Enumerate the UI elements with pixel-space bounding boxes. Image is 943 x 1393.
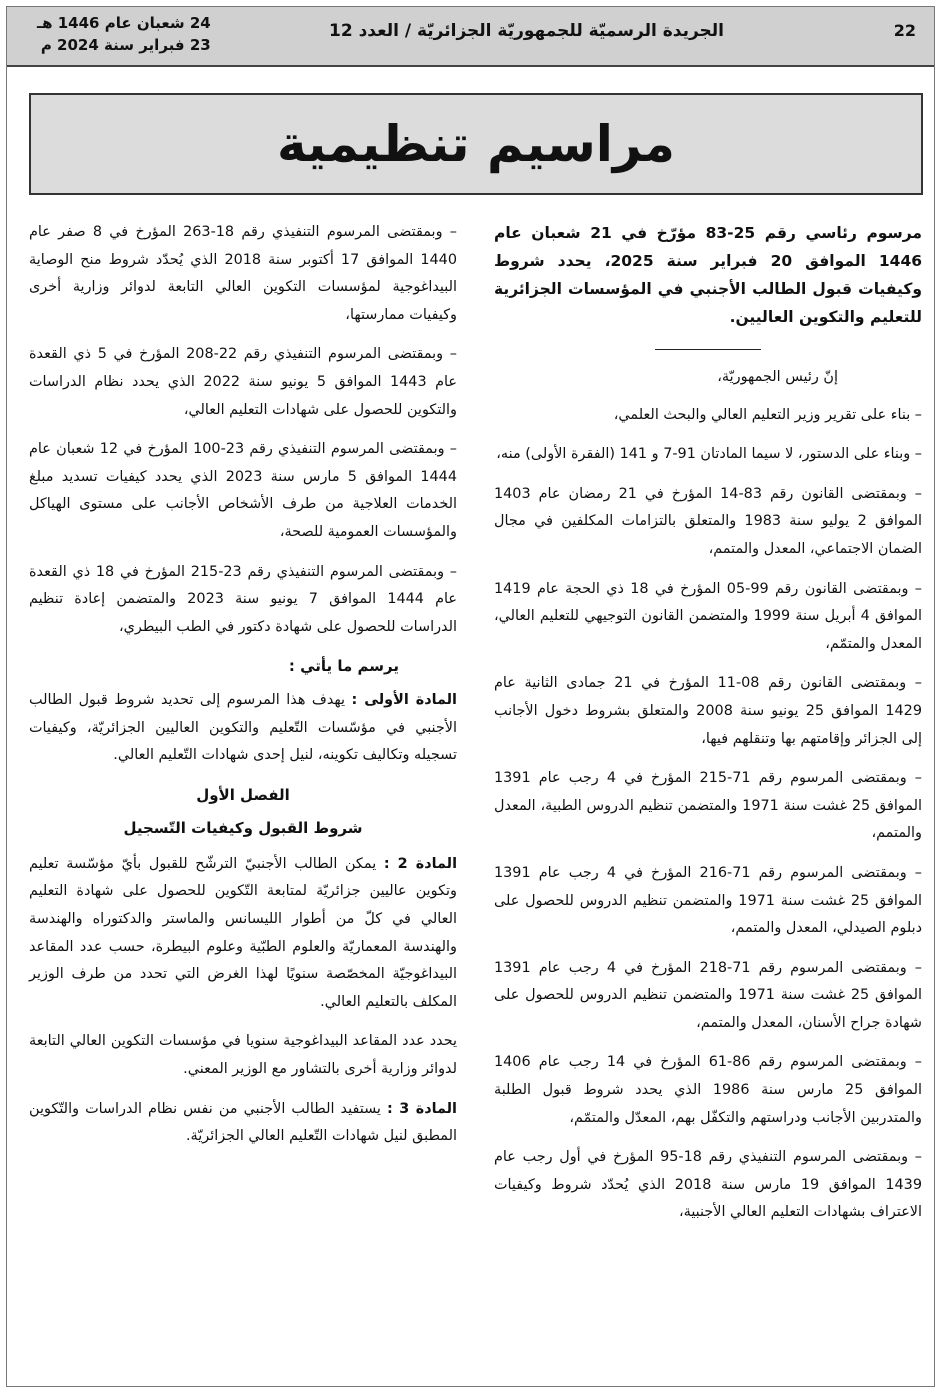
hijri-date: 24 شعبان عام 1446 هـ (37, 14, 211, 32)
article-2-continued: يحدد عدد المقاعد البيداغوجية سنويا في مؤسسات التكوين العالي التابعة لدوائر وزارية أخرى بالتشاور مع الوزير المعني. (29, 1033, 457, 1078)
decrees-line: يرسم ما يأتي : (288, 657, 399, 676)
article-2 (29, 851, 457, 1017)
preamble-paragraph: – وبمقتضى المرسوم التنفيذي رقم 18-263 المؤرخ في 8 صفر عام 1440 الموافق 17 أكتوبر سنة 2018 الذي يُحدّد شروط منح الوصاية البيداغوجية لمؤسسات التكوين العالي التابعة لدوائر وزارية أخرى وكيفيات ممارستها، (29, 224, 457, 323)
banner-title: مراسيم تنظيمية (277, 115, 675, 173)
section-banner (29, 93, 923, 195)
article-2-text: يمكن الطالب الأجنبيّ الترشّح للقبول بأيّ مؤسّسة تعليم وتكوين عاليين جزائريّة لمتابعة التّكوين للحصول على شهادة التعليم العالي في كلّ من أطوار الليسانس والماستر والدكتوراه والهندسة والهندسة المعماريّة والعلوم الطبّية وعلوم البيطرة، حسب عدد المقاعد البيداغوجيّة المخصّصة سنويًا لهذا الغرض التي تحدد من طرف الوزير المكلف بالتعليم العالي. (29, 855, 457, 1010)
decree-heading: مرسوم رئاسي رقم 25-83 مؤرّخ في 21 شعبان عام 1446 الموافق 20 فبراير سنة 2025، يحدد شروط وكيفيات قبول الطالب الأجنبي في المؤسسات الجزائرية للتعليم والتكوين العاليين. (494, 224, 923, 326)
page-number: 22 (893, 21, 916, 40)
chapter-title: شروط القبول وكيفيات التّسجيل (123, 819, 363, 838)
article-1 (29, 687, 457, 770)
article-2-label: المادة 2 : (383, 855, 458, 872)
preamble-paragraph: – وبمقتضى المرسوم رقم 86-61 المؤرخ في 14 رجب عام 1406 الموافق 25 مارس سنة 1986 الذي يحدد شروط قبول الطلبة والمتدربين الأجانب ودراستهم والتكفّل بهم، المعدّل والمتمّم، (494, 1054, 922, 1126)
preamble-paragraph: إنّ رئيس الجمهوريّة، (717, 369, 838, 385)
preamble-paragraph: – وبمقتضى المرسوم التنفيذي رقم 22-208 المؤرخ في 5 ذي القعدة عام 1443 الموافق 5 يونيو سنة 2022 الذي يحدد نظام الدراسات والتكوين للحصول على شهادات التعليم العالي، (29, 346, 457, 418)
gregorian-date: 23 فبراير سنة 2024 م (40, 36, 211, 54)
preamble-paragraph: – وبمقتضى القانون رقم 83-14 المؤرخ في 21 رمضان عام 1403 الموافق 2 يوليو سنة 1983 والمتعلق بالتزامات المكلفين في مجال الضمان الاجتماعي، المعدل والمتمم، (494, 485, 922, 557)
preamble-paragraph: – بناء على تقرير وزير التعليم العالي والبحث العلمي، (613, 406, 922, 423)
gazette-page (6, 6, 935, 1387)
preamble-paragraph: – وبمقتضى المرسوم رقم 71-215 المؤرخ في 4 رجب عام 1391 الموافق 25 غشت سنة 1971 والمتضمن تنظيم الدروس الطبية، المعدل والمتمم، (494, 770, 922, 842)
preamble-paragraph: – وبمقتضى المرسوم رقم 71-216 المؤرخ في 4 رجب عام 1391 الموافق 25 غشت سنة 1971 والمتضمن تنظيم الدروس للحصول على دبلوم الصيدلي، المعدل والمتمم، (494, 864, 923, 937)
left-column (29, 219, 457, 1163)
preamble-paragraph: – وبمقتضى المرسوم التنفيذي رقم 18-95 المؤرخ في أول رجب عام 1439 الموافق 19 مارس سنة 2018 الذي يُحدّد شروط وكيفيات الاعتراف بشهادات التعليم العالي الأجنبية، (494, 1149, 922, 1221)
page-header (7, 7, 934, 67)
right-column (494, 219, 922, 1239)
preamble-paragraph: – وبمقتضى المرسوم التنفيذي رقم 23-215 المؤرخ في 18 ذي القعدة عام 1444 الموافق 7 يونيو سنة 2023 والمتضمن إعادة تنظيم الدراسات للحصول على شهادة دكتور في الطب البيطري، (29, 563, 457, 635)
article-3-text: يستفيد الطالب الأجنبي من نفس نظام الدراسات والتّكوين المطبق لنيل شهادات التّعليم العالي الجزائريّة. (29, 1100, 457, 1145)
article-3-label: المادة 3 : (386, 1100, 457, 1117)
preamble-paragraph: – وبمقتضى القانون رقم 08-11 المؤرخ في 21 جمادى الثانية عام 1429 الموافق 25 يونيو سنة 2008 والمتعلق بشروط دخول الأجانب إلى الجزائر وإقامتهم بها وتنقلهم فيها، (494, 675, 922, 747)
article-1-text: يهدف هذا المرسوم إلى تحديد شروط قبول الطالب الأجنبي في مؤسّسات التّعليم والتكوين العاليين الجزائريّة، وكيفيات تسجيله وتكاليف تكوينه، لنيل إحدى شهادات التّعليم العالي. (29, 691, 457, 764)
article-1-label: المادة الأولى : (351, 691, 457, 708)
preamble-paragraph: – وبمقتضى القانون رقم 99-05 المؤرخ في 18 ذي الحجة عام 1419 الموافق 4 أبريل سنة 1999 والمتضمن القانون التوجيهي للتعليم العالي، المعدل والمتمّم، (494, 580, 922, 652)
article-3 (29, 1096, 457, 1151)
issue-dates (37, 12, 211, 56)
preamble-paragraph: – وبمقتضى المرسوم التنفيذي رقم 23-100 المؤرخ في 12 شعبان عام 1444 الموافق 5 مارس سنة 2023 الذي يحدد كيفيات تسديد مبلغ الخدمات العلاجية من طرف الأشخاص الأجانب على مستوى الهياكل والمؤسسات العمومية للصحة، (29, 441, 457, 540)
heading-divider (655, 349, 761, 350)
preamble-paragraph: – وبمقتضى المرسوم رقم 71-218 المؤرخ في 4 رجب عام 1391 الموافق 25 غشت سنة 1971 والمتضمن تنظيم الدروس للحصول على شهادة جراح الأسنان، المعدل والمتمم، (494, 959, 923, 1031)
gazette-title: الجريدة الرسميّة للجمهوريّة الجزائريّة / العدد 12 (328, 21, 724, 41)
chapter-label: الفصل الأول (196, 785, 290, 804)
preamble-paragraph: – وبناء على الدستور، لا سيما المادتان 91-7 و 141 (الفقرة الأولى) منه، (496, 446, 922, 463)
